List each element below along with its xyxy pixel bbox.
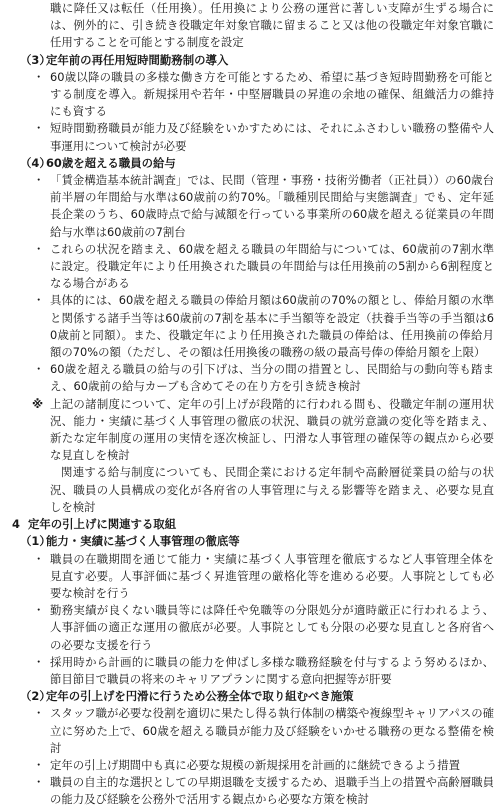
bullet-icon: ・ [33, 121, 45, 136]
section-number: （4） [20, 155, 51, 170]
list-item: ・ これらの状況を踏まえ、60歳を超える職員の年間給与については、60歳前の7割水準に設定。役職定年により任用換された職員の年間給与は任用換前の5割から6割程度となる場合がある [33, 241, 494, 291]
chapter-4-heading [6, 516, 494, 533]
bullet-icon: ・ [33, 775, 45, 790]
bullet-icon: ・ [33, 293, 45, 308]
chapter-number: 4 [12, 517, 20, 532]
list-item: ・ 職員の在職期間を通じて能力・実績に基づく人事管理を徹底するなど人事管理全体を見直す必要。人事評価に基づく昇進管理の厳格化等を進める必要。人事院としても必要な検討を行う [33, 551, 494, 600]
section-title: 定年前の再任用短時間勤務制の導入 [46, 52, 229, 67]
bullet-icon: ・ [33, 654, 45, 669]
list-item: ・ 職員の自主的な選択としての早期退職を支援するため、退職手当上の措置や高齢層職員の能力及び経験を公務外で活用する観点から必要な方策を検討 [33, 775, 494, 807]
bullet-icon: ・ [33, 362, 45, 377]
list-item: ・ 定年の引上げ期間中も真に必要な規模の新規採用を計画的に継続できるよう措置 [6, 757, 494, 774]
bullet-icon: ・ [33, 757, 45, 772]
chapter-title: 定年の引上げに関連する取組 [28, 517, 177, 532]
reference-mark-icon: ※ [32, 396, 44, 411]
section-4-heading [6, 155, 494, 172]
bullet-icon: ・ [33, 603, 45, 618]
bullet-icon: ・ [33, 69, 45, 84]
section-number: （2） [20, 689, 51, 704]
list-item: ・ 具体的には、60歳を超える職員の俸給月額は60歳前の70%の額とし、俸給月額の水準と関係する諸手当等は60歳前の7割を基本に手当額等を設定（扶養手当等の手当額は60歳前と同額）。また、役職定年により任用換された職員の俸給は、任用換前の俸給月額の70%の額（ただし、その額は任用換後の職務の級の最高号俸の俸給月額を上限） [33, 293, 494, 360]
list-item: ・ 60歳を超える職員の給与の引下げは、当分の間の措置とし、民間給与の動向等も踏まえ、60歳前の給与カーブも含めてその在り方を引き続き検討 [33, 362, 494, 394]
section-title: 60歳を超える職員の給与 [46, 155, 176, 170]
section-4-1-heading [6, 533, 494, 550]
bullet-icon: ・ [33, 173, 45, 188]
list-item: ・ 採用時から計画的に職員の能力を伸ばし多様な職務経験を付与するよう努めるほか、節目節目で職員の将来のキャリアプランに関する意向把握等が肝要 [33, 654, 494, 686]
list-item: ・ 短時間勤務職員が能力及び経験をいかすためには、それにふさわしい職務の整備や人事運用について検討が必要 [33, 121, 494, 153]
section-3-heading [6, 52, 494, 69]
note-paragraph: ※ 上記の諸制度について、定年の引上げが段階的に行われる間も、役職定年制の運用状況、能力・実績に基づく人事管理の徹底の状況、職員の就労意識の変化等を踏まえ、新たな定年制度の運用の実情を逐次検証し、円滑な人事管理の確保等の観点から必要な見直しを検討 [32, 396, 494, 463]
section-number: （1） [20, 534, 51, 549]
list-item: ・ スタッフ職が必要な役割を適切に果たし得る執行体制の構築や複線型キャリアパスの確立に努めた上で、60歳を超える職員が能力及び経験をいかせる職務の更なる整備を検討 [33, 706, 494, 755]
list-item: ・ 勤務実績が良くない職員等には降任や免職等の分限処分が適時厳正に行われるよう、人事評価の適正な運用の徹底が必要。人事院としても分限の必要な見直しと各府省への必要な支援を行う [33, 603, 494, 652]
bullet-icon: ・ [33, 241, 45, 256]
section-title: 能力・実績に基づく人事管理の徹底等 [46, 534, 240, 549]
bullet-icon: ・ [33, 706, 45, 721]
section-number: （3） [20, 52, 51, 67]
bullet-icon: ・ [33, 551, 45, 566]
section-4-2-heading [6, 688, 494, 705]
note-paragraph-continued: 関連する給与制度についても、民間企業における定年制や高齢層従業員の給与の状況、職員の人員構成の変化が各府省の人事管理に与える影響等を踏まえ、必要な見直しを検討 [50, 465, 494, 514]
paragraph-continued: 職に降任又は転任（任用換）。任用換により公務の運営に著しい支障が生ずる場合には、例外的に、引き続き役職定年対象官職に留まること又は他の役職定年対象官職に任用することを可能とする制度を設定 [50, 1, 494, 50]
list-item: ・ 60歳以降の職員の多様な働き方を可能とするため、希望に基づき短時間勤務を可能とする制度を導入。新規採用や若年・中堅層職員の昇進の余地の確保、組織活力の維持にも資する [33, 69, 494, 119]
section-title: 定年の引上げを円滑に行うため公務全体で取り組むべき施策 [46, 689, 354, 704]
list-item: ・ 「賃金構造基本統計調査」では、民間（管理・事務・技術労働者（正社員））の60歳台前半層の年間給与水準は60歳前の約70%。「職種別民間給与実態調査」でも、定年延長企業のうち、60歳時点で給与減額を行っている事業所の60歳を超える従業員の年間給与水準は60歳前の7割台 [33, 173, 494, 239]
